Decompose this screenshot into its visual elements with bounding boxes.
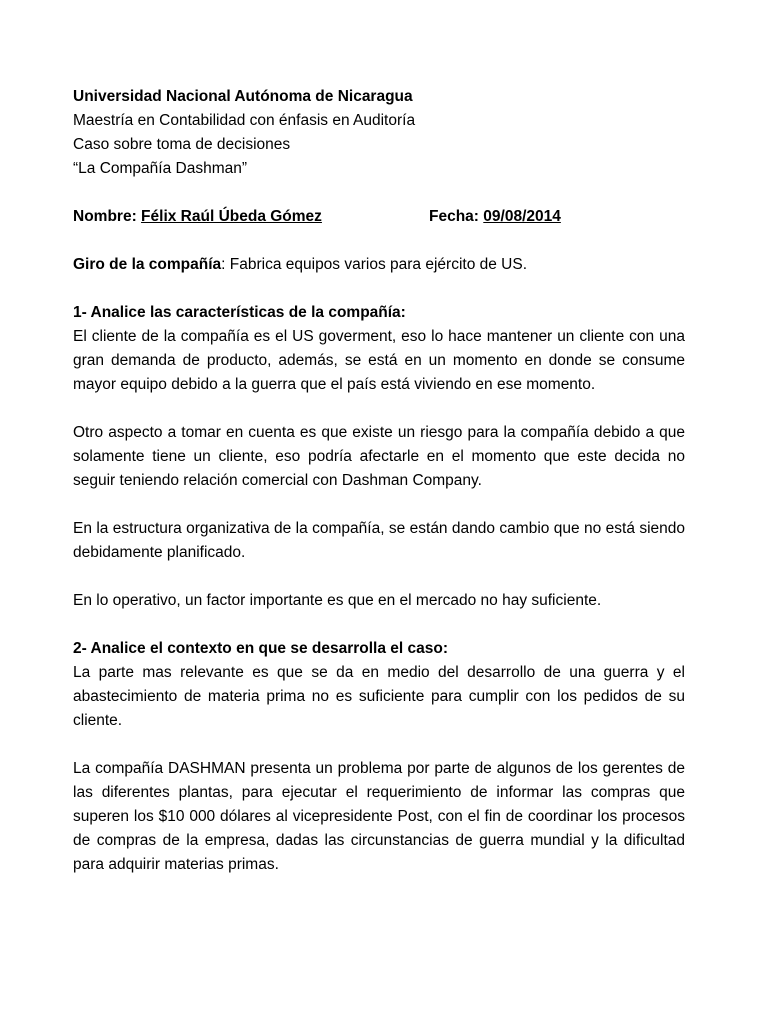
section2-heading: 2- Analice el contexto en que se desarrolla el caso: [73, 640, 449, 657]
business-text: : Fabrica equipos varios para ejército de US. [221, 256, 528, 273]
date-field [429, 205, 561, 229]
spacer [73, 613, 685, 637]
section1-paragraph-4: En lo operativo, un factor importante es que en el mercado no hay suficiente. [73, 592, 602, 609]
spacer [73, 565, 685, 589]
section1-paragraph-1: El cliente de la compañía es el US goverment, eso lo hace mantener un cliente con una gran demanda de producto, además, se está en un momento en donde se consume mayor equipo debido a la guerra que el país está viviendo en ese momento. [73, 328, 685, 393]
section1-paragraph-2: Otro aspecto a tomar en cuenta es que existe un riesgo para la compañía debido a que solamente tiene un cliente, eso podría afectarle en el momento que este decida no seguir teniendo relación comercial con Dashman Company. [73, 424, 685, 489]
university-name: Universidad Nacional Autónoma de Nicaragua [73, 88, 413, 105]
section1-heading: 1- Analice las características de la compañía: [73, 304, 406, 321]
case-title: “La Compañía Dashman” [73, 160, 248, 177]
name-value: Félix Raúl Úbeda Gómez [141, 208, 322, 225]
section1-paragraph-3: En la estructura organizativa de la compañía, se están dando cambio que no está siendo debidamente planificado. [73, 520, 685, 561]
section2-paragraph-1: La parte mas relevante es que se da en medio del desarrollo de una guerra y el abastecimiento de materia prima no es suficiente para cumplir con los pedidos de su cliente. [73, 664, 685, 729]
business-line [73, 253, 685, 277]
spacer [73, 397, 685, 421]
name-label: Nombre: [73, 208, 137, 225]
spacer [73, 733, 685, 757]
document-body [73, 85, 685, 877]
date-label: Fecha: [429, 208, 479, 225]
spacer [73, 493, 685, 517]
business-label: Giro de la compañía [73, 256, 222, 273]
spacer [73, 181, 685, 205]
case-type: Caso sobre toma de decisiones [73, 136, 291, 153]
section2-paragraph-2: La compañía DASHMAN presenta un problema por parte de algunos de los gerentes de las diferentes plantas, para ejecutar el requerimiento de informar las compras que superen los $10 000 dólares al vicepresidente Post, con el fin de coordinar los procesos de compras de la empresa, dadas las circunstancias de guerra mundial y la dificultad para adquirir materias primas. [73, 760, 685, 873]
name-field [73, 208, 322, 225]
spacer [73, 229, 685, 253]
date-value: 09/08/2014 [483, 208, 561, 225]
author-date-row [73, 205, 685, 229]
spacer [73, 277, 685, 301]
program-name: Maestría en Contabilidad con énfasis en Auditoría [73, 112, 416, 129]
